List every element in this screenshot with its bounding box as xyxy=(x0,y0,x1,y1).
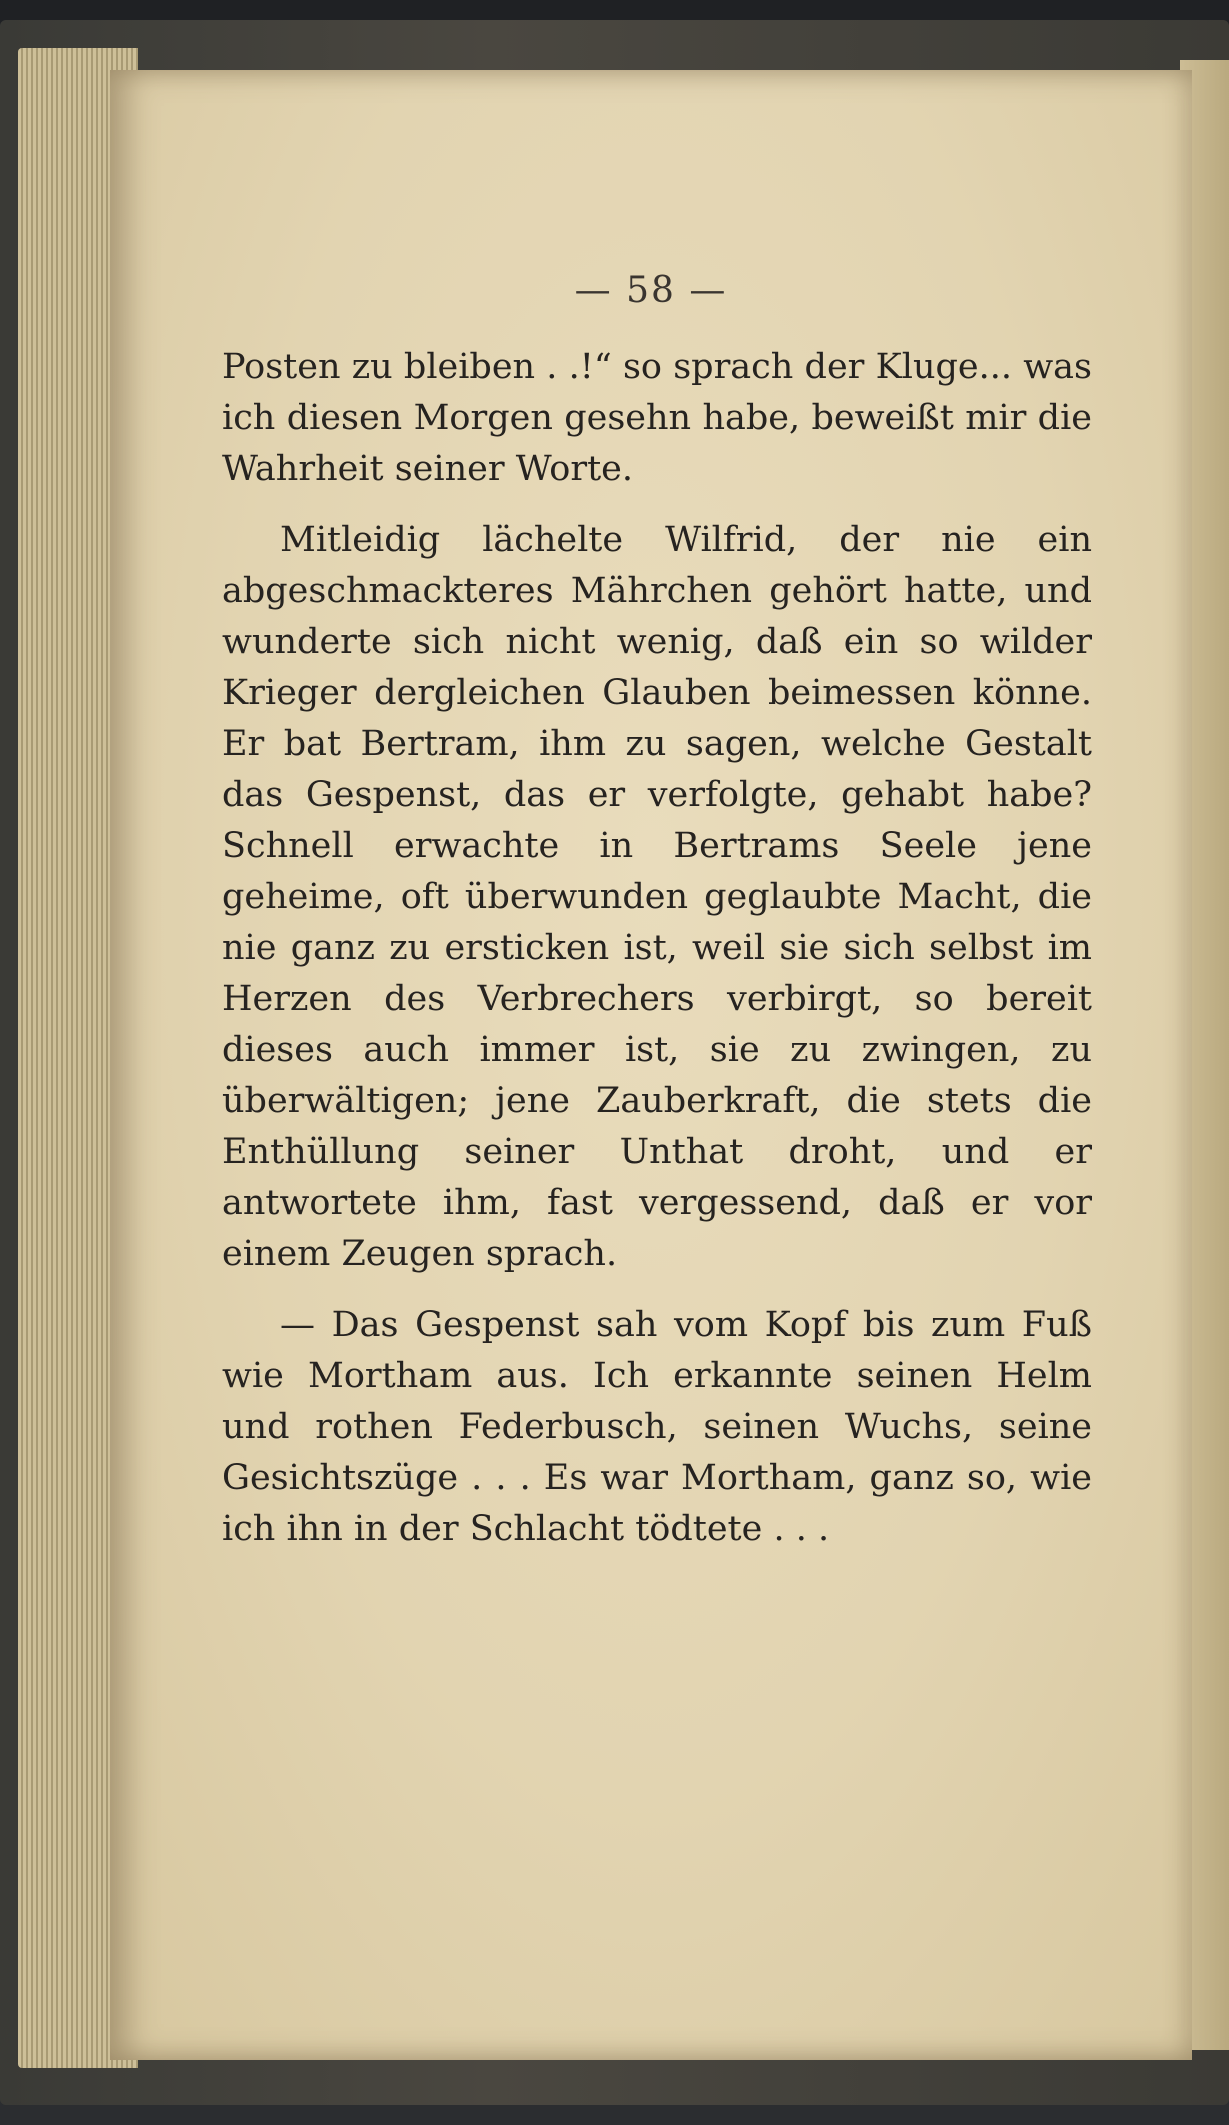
page-number: — 58 — xyxy=(574,270,728,311)
paragraph-3: — Das Gespenst sah vom Kopf bis zum Fuß wie Mortham aus. Ich erkannte seinen Helm und rothen Federbusch, seinen Wuchs, seine Gesichtszüge . . . Es war Mortham, ganz so, wie ich ihn in der Schlacht tödtete . . . xyxy=(222,1305,1092,1549)
paragraph-2: Mitleidig lächelte Wilfrid, der nie ein abgeschmackteres Mährchen gehört hatte, und wunderte sich nicht wenig, daß ein so wilder Krieger dergleichen Glauben beimessen könne. Er bat Bertram, ihm zu sagen, welche Gestalt das Gespenst, das er verfolgte, gehabt habe? Schnell erwachte in Bertrams Seele jene geheime, oft überwunden geglaubte Macht, die nie ganz zu ersticken ist, weil sie sich selbst im Herzen des Verbrechers verbirgt, so bereit dieses auch immer ist, sie zu zwingen, zu überwältigen; jene Zauberkraft, die stets die Enthüllung seiner Unthat droht, und er antwortete ihm, fast vergessend, daß er vor einem Zeugen sprach. xyxy=(222,520,1092,1274)
paragraph-1: Posten zu bleiben . .!“ so sprach der Kluge... was ich diesen Morgen gesehn habe, beweißt mir die Wahrheit seiner Worte. xyxy=(222,347,1092,489)
page-text xyxy=(222,342,1092,1575)
